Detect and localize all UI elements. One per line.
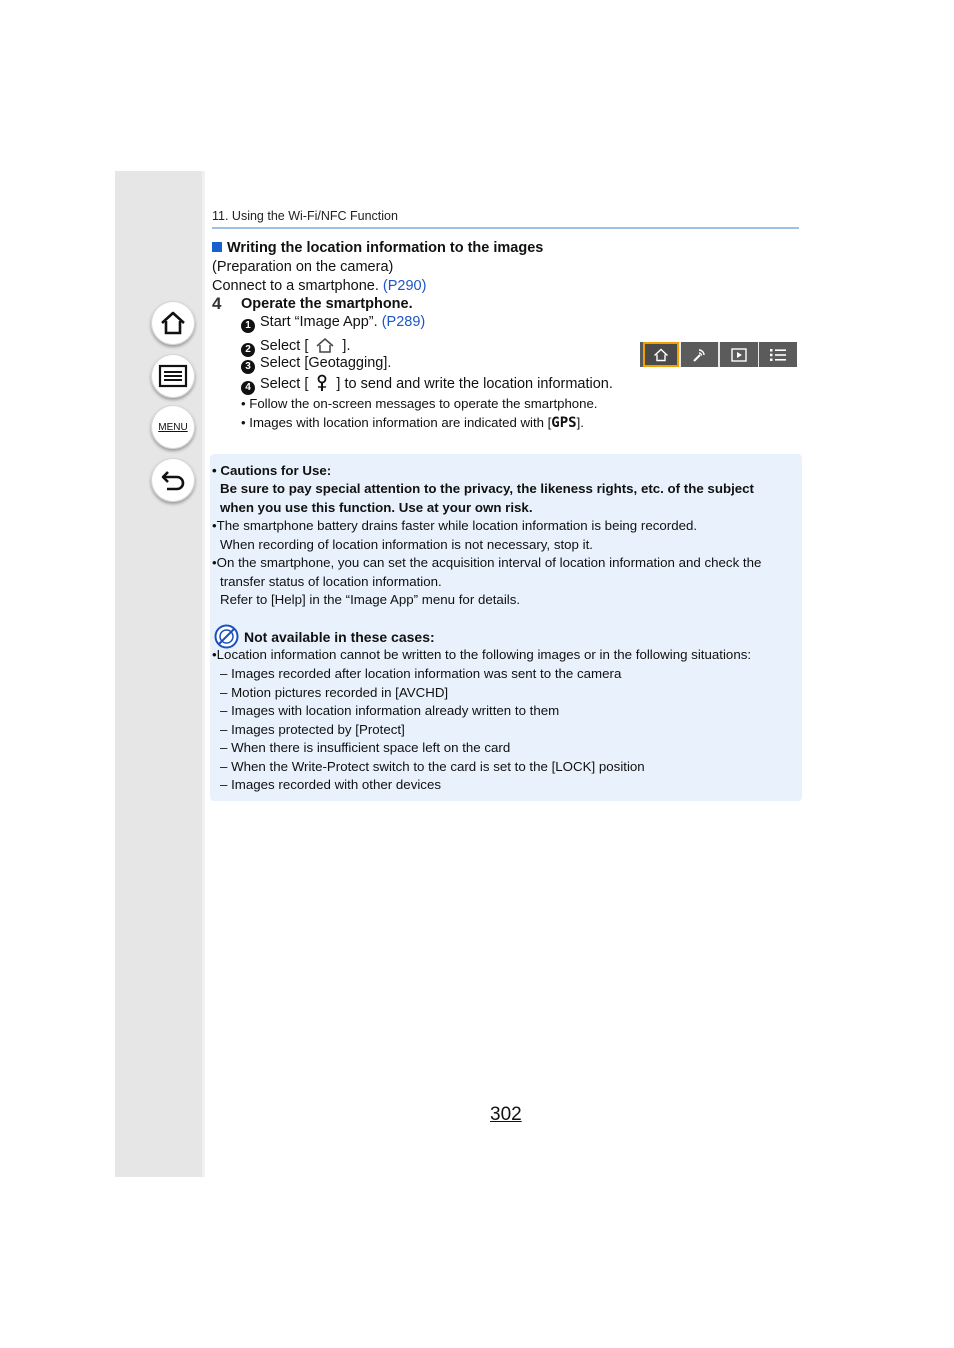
not-available-item xyxy=(220,666,621,681)
header-rule xyxy=(212,227,799,229)
sidebar-edge xyxy=(202,171,205,1177)
home-button[interactable] xyxy=(151,301,195,345)
step-circle-2: 2 xyxy=(241,343,255,357)
dash: – xyxy=(220,740,232,755)
substep-4 xyxy=(241,374,613,395)
not-available-icon xyxy=(214,624,239,649)
not-available-item xyxy=(220,740,510,755)
location-pin-icon xyxy=(315,374,329,392)
list-icon xyxy=(158,364,188,388)
item-text: Images recorded with other devices xyxy=(231,777,441,792)
image-app-page-link[interactable]: (P289) xyxy=(381,314,426,330)
playback-icon xyxy=(731,348,747,362)
section-title-text: Writing the location information to the images xyxy=(227,240,544,256)
bullet-2-post: ]. xyxy=(576,415,584,430)
back-button[interactable] xyxy=(151,458,195,502)
dash: – xyxy=(220,685,232,700)
bullet-dot: • xyxy=(212,647,217,662)
caution-bullet-2-text: On the smartphone, you can set the acquisition interval of location information and check the xyxy=(216,555,762,570)
tab-wireless[interactable] xyxy=(681,342,719,367)
not-available-item xyxy=(220,722,405,737)
item-text: Images protected by [Protect] xyxy=(231,722,405,737)
bullet-follow-messages xyxy=(241,396,597,411)
home-icon xyxy=(653,348,669,362)
caution-bullet-2-line-2: transfer status of location information. xyxy=(220,574,442,589)
section-title xyxy=(212,240,543,256)
not-available-title: Not available in these cases: xyxy=(244,629,435,645)
not-available-item xyxy=(220,685,448,700)
bullet-2-pre: Images with location information are indicated with [ xyxy=(249,415,552,430)
step-number: 4 xyxy=(212,294,222,313)
item-text: Motion pictures recorded in [AVCHD] xyxy=(231,685,449,700)
item-text: When there is insufficient space left on the card xyxy=(231,740,511,755)
home-icon xyxy=(159,309,187,337)
tab-menu-list[interactable] xyxy=(759,342,797,367)
substep-2-post: ]. xyxy=(342,338,351,354)
not-available-item xyxy=(220,777,441,792)
substep-4-pre: Select [ xyxy=(260,376,309,392)
menu-button[interactable] xyxy=(151,405,195,449)
bullet-dot: • xyxy=(212,555,217,570)
bullet-dot: • xyxy=(212,518,217,533)
back-arrow-icon xyxy=(159,467,187,493)
dash: – xyxy=(220,759,232,774)
menu-label: MENU xyxy=(158,421,188,433)
connect-text: Connect to a smartphone. xyxy=(212,278,379,294)
cautions-title: Cautions for Use: xyxy=(220,463,332,478)
not-available-item xyxy=(220,703,559,718)
step-circle-4: 4 xyxy=(241,381,255,395)
dash: – xyxy=(220,703,232,718)
substep-1-text: Start “Image App”. xyxy=(260,314,378,330)
step-circle-3: 3 xyxy=(241,360,255,374)
chapter-header: 11. Using the Wi-Fi/NFC Function xyxy=(212,209,398,223)
tab-playback[interactable] xyxy=(720,342,758,367)
connect-line xyxy=(212,278,426,294)
caution-bullet-1-text: The smartphone battery drains faster while location information is being recorded. xyxy=(216,518,698,533)
tab-home[interactable] xyxy=(643,342,679,367)
substep-3-text: Select [Geotagging]. xyxy=(260,355,392,371)
dash: – xyxy=(220,777,232,792)
not-available-intro-text: Location information cannot be written to the following images or in the following situations: xyxy=(216,647,752,662)
dash: – xyxy=(220,722,232,737)
caution-bullet-2 xyxy=(212,555,761,570)
page-number: 302 xyxy=(490,1104,522,1125)
cautions-warning-2: when you use this function. Use at your own risk. xyxy=(220,500,533,515)
camera-tab-bar xyxy=(640,342,797,367)
caution-bullet-1 xyxy=(212,518,697,533)
step-title: Operate the smartphone. xyxy=(241,296,413,312)
bullet-gps xyxy=(241,415,584,431)
cautions-warning-1: Be sure to pay special attention to the privacy, the likeness rights, etc. of the subject xyxy=(220,481,754,496)
home-icon xyxy=(315,337,335,354)
substep-1 xyxy=(241,314,425,333)
step-circle-1: 1 xyxy=(241,319,255,333)
substep-4-post: ] to send and write the location information. xyxy=(336,376,613,392)
contents-button[interactable] xyxy=(151,354,195,398)
bullet-1-text: Follow the on-screen messages to operate the smartphone. xyxy=(249,396,598,411)
connect-page-link[interactable]: (P290) xyxy=(382,278,427,294)
bullet-dot: • xyxy=(241,415,250,430)
item-text: Images recorded after location information was sent to the camera xyxy=(231,666,622,681)
dash: – xyxy=(220,666,232,681)
square-bullet-icon xyxy=(212,242,222,252)
caution-bullet-1-line-2: When recording of location information is not necessary, stop it. xyxy=(220,537,593,552)
not-available-intro xyxy=(212,647,751,662)
substep-2 xyxy=(241,337,350,357)
item-text: Images with location information already written to them xyxy=(231,703,560,718)
not-available-item xyxy=(220,759,645,774)
substep-3 xyxy=(241,355,391,374)
menu-list-icon xyxy=(769,348,787,362)
substep-2-pre: Select [ xyxy=(260,338,309,354)
wireless-icon xyxy=(691,347,707,363)
prep-text: (Preparation on the camera) xyxy=(212,259,394,275)
cautions-heading xyxy=(212,463,331,478)
bullet-dot: • xyxy=(212,463,221,478)
caution-bullet-2-line-3: Refer to [Help] in the “Image App” menu for details. xyxy=(220,592,521,607)
item-text: When the Write-Protect switch to the card is set to the [LOCK] position xyxy=(231,759,645,774)
gps-icon: GPS xyxy=(551,415,577,431)
bullet-dot: • xyxy=(241,396,250,411)
